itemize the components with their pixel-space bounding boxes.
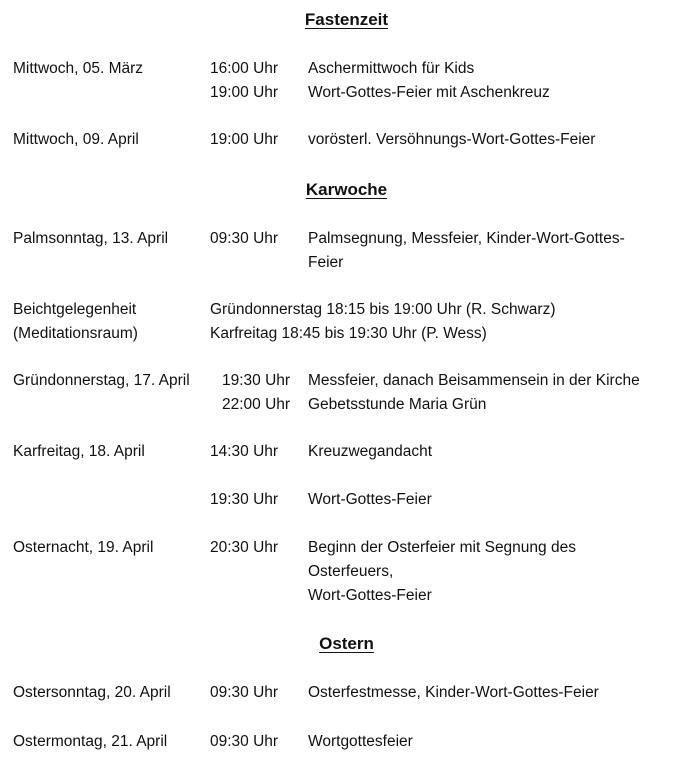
date-gruendonnerstag: Gründonnerstag, 17. April xyxy=(13,372,190,389)
time-entry: 14:30 Uhr xyxy=(210,443,279,460)
event-entry: Palmsegnung, Messfeier, Kinder-Wort-Gottes- xyxy=(308,230,625,247)
event-entry: Beginn der Osterfeier mit Segnung des xyxy=(308,539,576,556)
event-entry: Wort-Gottes-Feier mit Aschenkreuz xyxy=(308,84,550,101)
time-entry: 19:00 Uhr xyxy=(210,84,279,101)
time-entry: 19:30 Uhr xyxy=(222,372,291,389)
event-entry: Wortgottesfeier xyxy=(308,733,413,750)
event-entry: Osterfestmesse, Kinder-Wort-Gottes-Feier xyxy=(308,684,599,701)
beichte-detail: Gründonnerstag 18:15 bis 19:00 Uhr (R. Schwarz) xyxy=(210,301,556,318)
beichte-label: Beichtgelegenheit xyxy=(13,301,137,318)
event-entry: Gebetsstunde Maria Grün xyxy=(308,396,487,413)
event-entry: Messfeier, danach Beisammensein in der Kirche xyxy=(308,372,640,389)
time-entry: 22:00 Uhr xyxy=(222,396,291,413)
date-mittwoch-05-maerz: Mittwoch, 05. März xyxy=(13,60,144,77)
beichte-detail: Karfreitag 18:45 bis 19:30 Uhr (P. Wess) xyxy=(210,325,487,342)
time-entry: 09:30 Uhr xyxy=(210,684,279,701)
heading-fastenzeit: Fastenzeit xyxy=(304,10,389,29)
date-mittwoch-09-april: Mittwoch, 09. April xyxy=(13,131,139,148)
time-entry: 09:30 Uhr xyxy=(210,230,279,247)
beichte-label: (Meditationsraum) xyxy=(13,325,138,342)
event-entry: Feier xyxy=(308,254,344,271)
date-ostermontag: Ostermontag, 21. April xyxy=(13,733,168,750)
event-entry: vorösterl. Versöhnungs-Wort-Gottes-Feier xyxy=(308,131,596,148)
time-entry: 19:00 Uhr xyxy=(210,131,279,148)
time-entry: 09:30 Uhr xyxy=(210,733,279,750)
time-entry: 19:30 Uhr xyxy=(210,491,279,508)
event-entry: Wort-Gottes-Feier xyxy=(308,491,432,508)
date-karfreitag: Karfreitag, 18. April xyxy=(13,443,145,460)
date-palmsonntag: Palmsonntag, 13. April xyxy=(13,230,169,247)
heading-ostern: Ostern xyxy=(319,634,374,653)
date-ostersonntag: Ostersonntag, 20. April xyxy=(13,684,171,701)
event-entry: Osterfeuers, xyxy=(308,563,394,580)
event-entry: Kreuzwegandacht xyxy=(308,443,433,460)
event-entry: Aschermittwoch für Kids xyxy=(308,60,475,77)
heading-karwoche: Karwoche xyxy=(305,180,388,199)
time-entry: 20:30 Uhr xyxy=(210,539,279,556)
event-entry: Wort-Gottes-Feier xyxy=(308,587,432,604)
date-osternacht: Osternacht, 19. April xyxy=(13,539,154,556)
time-entry: 16:00 Uhr xyxy=(210,60,279,77)
